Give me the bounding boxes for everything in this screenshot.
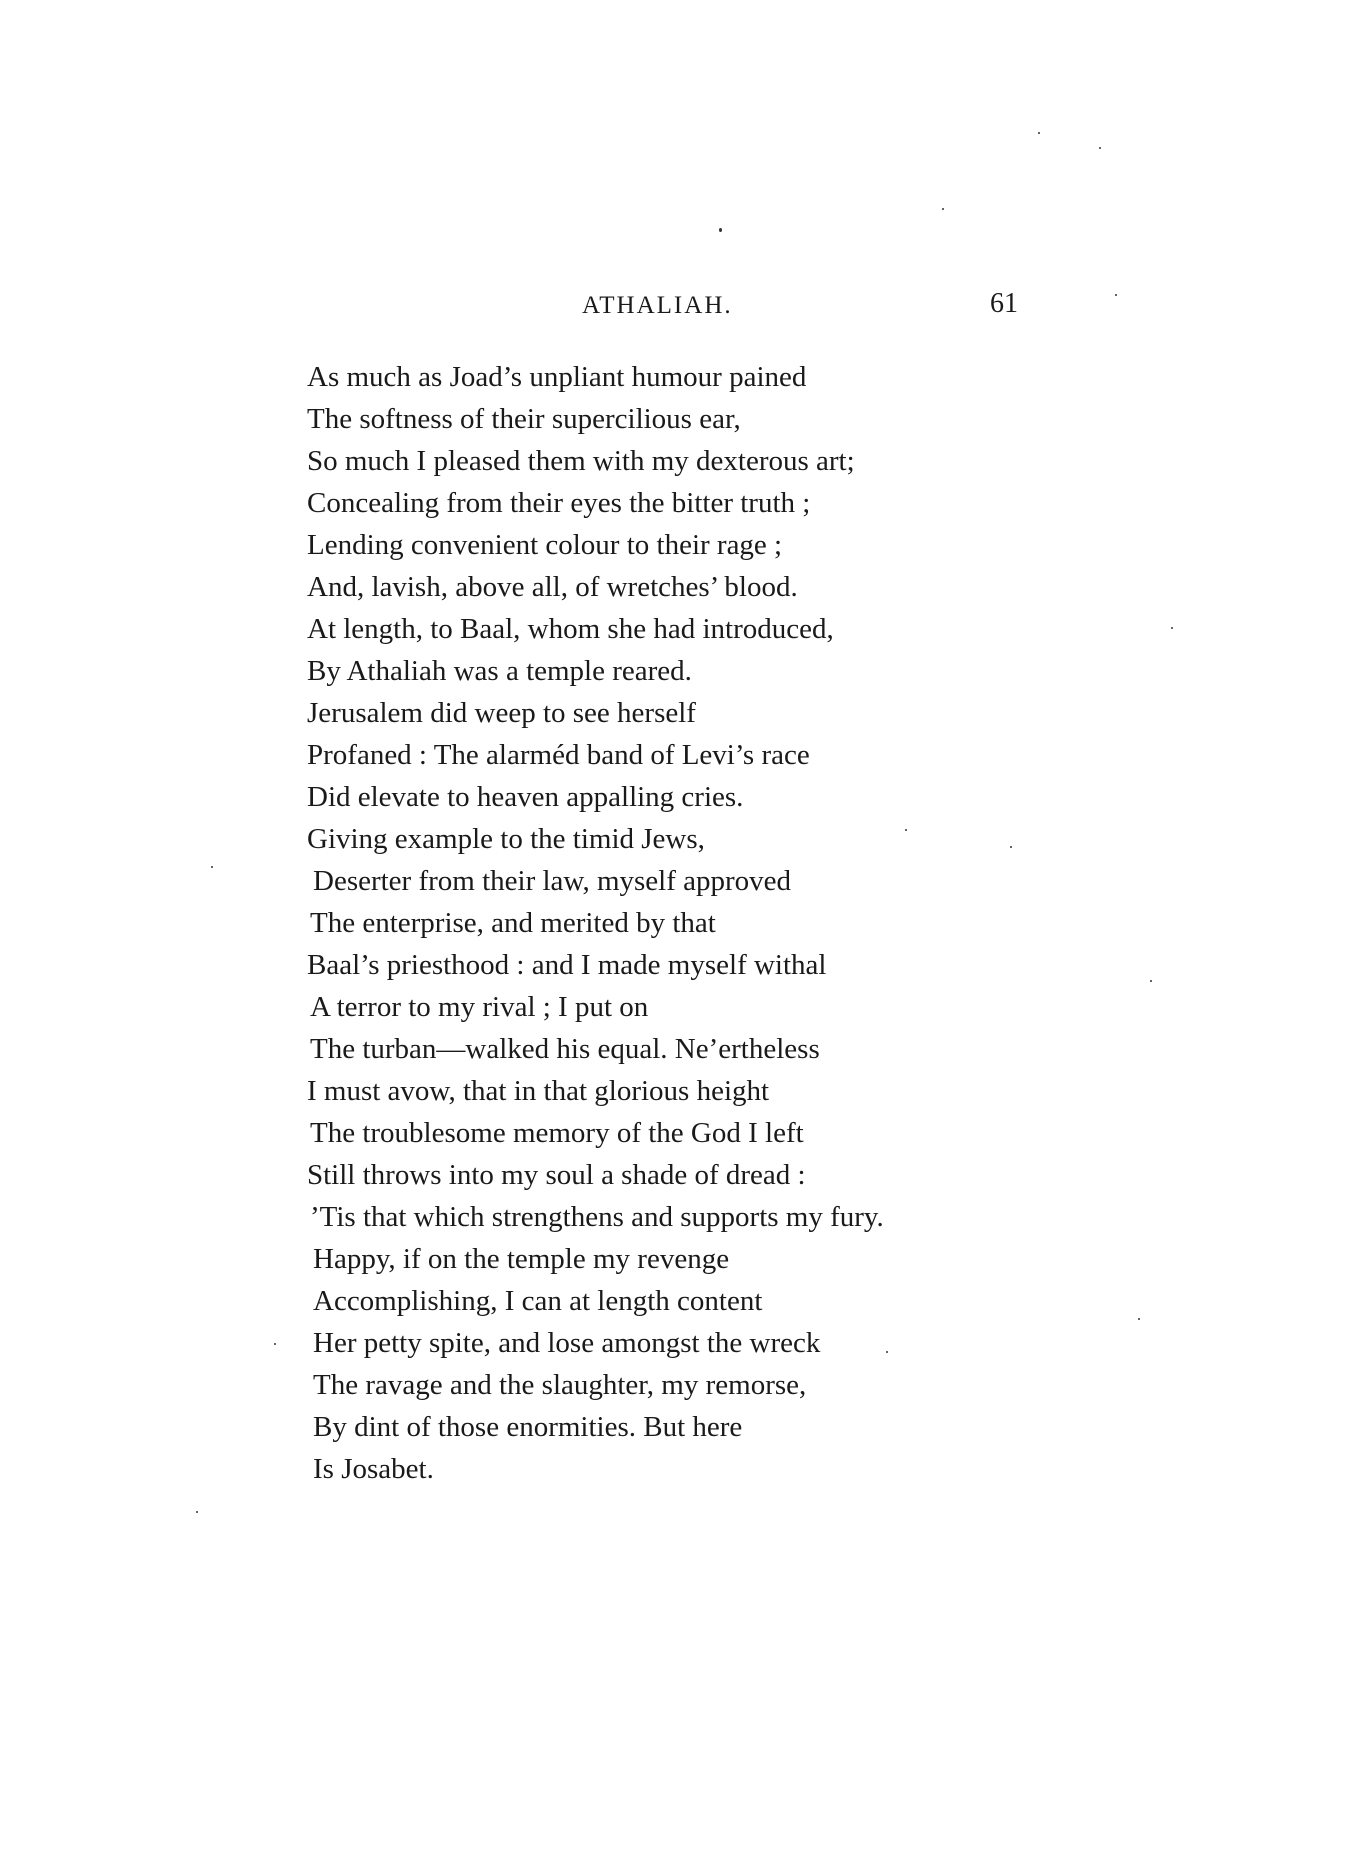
verse-line: Jerusalem did weep to see herself — [307, 697, 696, 729]
verse-line: I must avow, that in that glorious height — [307, 1075, 770, 1107]
scan-speck — [1150, 980, 1152, 982]
verse-line: The softness of their supercilious ear, — [307, 403, 741, 435]
scan-speck — [1038, 132, 1040, 134]
scan-speck — [1099, 147, 1101, 149]
verse-line: The ravage and the slaughter, my remorse, — [313, 1369, 807, 1401]
page-number: 61 — [990, 288, 1018, 319]
verse-line: The turban—walked his equal. Ne’ertheless — [310, 1033, 820, 1065]
verse-line: The enterprise, and merited by that — [310, 907, 716, 939]
verse-block — [307, 356, 1007, 1490]
verse-line: Happy, if on the temple my revenge — [313, 1243, 730, 1275]
verse-line: The troublesome memory of the God I left — [310, 1117, 804, 1149]
verse-line: Her petty spite, and lose amongst the wreck — [313, 1327, 821, 1359]
running-title: ATHALIAH. — [582, 292, 733, 319]
verse-line: Lending convenient colour to their rage ; — [307, 529, 783, 561]
verse-line: ’Tis that which strengthens and supports my fury. — [310, 1201, 884, 1233]
verse-line: A terror to my rival ; I put on — [310, 991, 649, 1023]
verse-line: By Athaliah was a temple reared. — [307, 655, 692, 687]
scan-speck — [1171, 627, 1173, 629]
scan-speck — [1138, 1318, 1140, 1320]
scan-speck — [274, 1343, 276, 1345]
scan-speck — [1115, 294, 1117, 296]
verse-line: So much I pleased them with my dexterous art; — [307, 445, 855, 477]
scan-speck — [211, 866, 213, 868]
verse-line: Deserter from their law, myself approved — [313, 865, 792, 897]
verse-line: At length, to Baal, whom she had introduced, — [307, 613, 834, 645]
scan-speck — [1010, 846, 1012, 848]
verse-line: Did elevate to heaven appalling cries. — [307, 781, 744, 813]
verse-line: Is Josabet. — [313, 1453, 434, 1485]
verse-line: Concealing from their eyes the bitter truth ; — [307, 487, 811, 519]
verse-line: By dint of those enormities. But here — [313, 1411, 743, 1443]
verse-line: Profaned : The alarméd band of Levi’s race — [307, 739, 810, 771]
scan-speck — [942, 208, 944, 210]
scan-speck — [196, 1511, 198, 1513]
scan-speck — [905, 829, 907, 831]
verse-line: And, lavish, above all, of wretches’ blood. — [307, 571, 798, 603]
verse-line: Giving example to the timid Jews, — [307, 823, 705, 855]
scan-speck — [886, 1351, 888, 1353]
scan-speck — [719, 228, 722, 232]
verse-line: As much as Joad’s unpliant humour pained — [307, 361, 807, 393]
verse-line: Still throws into my soul a shade of dread : — [307, 1159, 806, 1191]
verse-line: Accomplishing, I can at length content — [313, 1285, 763, 1317]
verse-line: Baal’s priesthood : and I made myself withal — [307, 949, 827, 981]
